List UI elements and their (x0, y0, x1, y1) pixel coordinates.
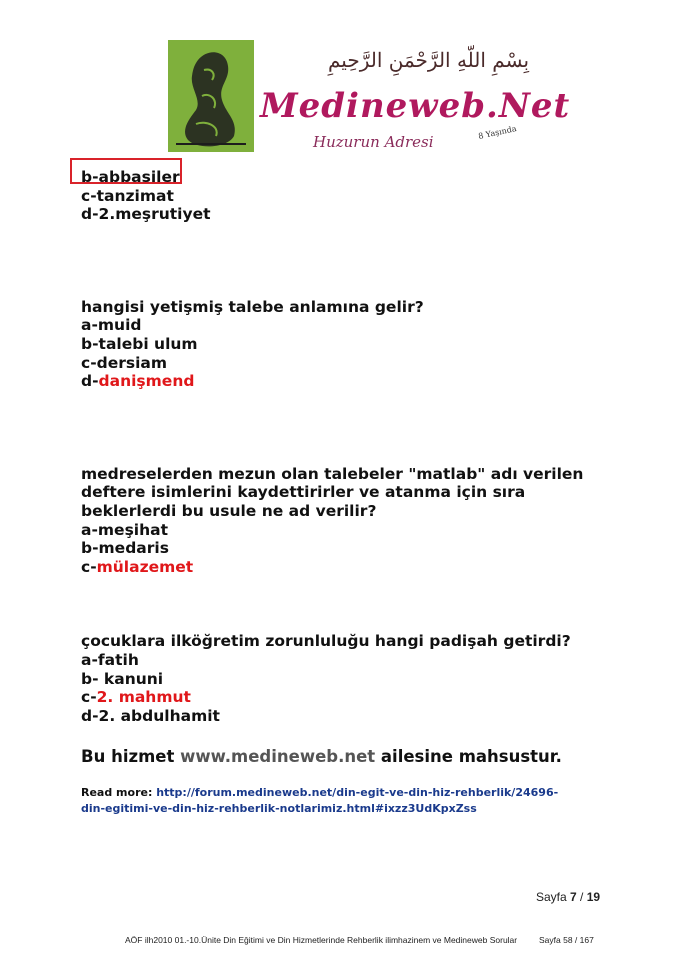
page-footer (125, 935, 605, 945)
correct-answer: 2. mahmut (96, 688, 191, 707)
q1-option-d: d-2.meşrutiyet (81, 205, 211, 224)
q1-option-c: c-tanzimat (81, 186, 174, 205)
calligraphy-logo (168, 40, 254, 152)
calligraphy-figure-icon (168, 40, 254, 152)
footer-page: Sayfa 58 / 167 (539, 935, 594, 945)
page-number: Sayfa 7 / 19 (536, 890, 601, 904)
read-more-link[interactable]: http://forum.medineweb.net/din-egit-ve-din-hiz-rehberlik/24696- (156, 785, 559, 799)
read-more (81, 785, 641, 817)
q3-option-c: c-mülazemet (81, 557, 194, 576)
document-body (81, 168, 641, 817)
q3-option-b: b-medaris (81, 539, 169, 558)
site-note: Bu hizmet www.medineweb.net ailesine mahsustur. (81, 747, 562, 767)
site-link[interactable]: www.medineweb.net (180, 747, 376, 767)
q1-option-b: b-abbasiler (81, 168, 180, 186)
correct-answer: mülazemet (96, 557, 194, 576)
brand-tagline: Huzurun Adresi (313, 133, 434, 151)
read-more-link-cont[interactable]: din-egitimi-ve-din-hiz-rehberlik-notlarimiz.html#ixzz3UdKpxZss (81, 801, 477, 815)
read-more-label: Read more: (81, 785, 157, 799)
q3-option-a: a-meşihat (81, 520, 169, 539)
q3-question-line: medreselerden mezun olan talebeler "matlab" adı verilen (81, 464, 584, 483)
q4-option-d: d-2. abdulhamit (81, 706, 220, 725)
q2-question: hangisi yetişmiş talebe anlamına gelir? (81, 297, 424, 316)
q2-option-a: a-muid (81, 316, 142, 335)
site-header (168, 40, 571, 154)
q4-option-b: b- kanuni (81, 669, 164, 688)
q3-question-line: beklerlerdi bu usule ne ad verilir? (81, 501, 377, 520)
q3-question-line: deftere isimlerini kaydettirirler ve atanma için sıra (81, 483, 526, 502)
bismillah-text: بِسْمِ اللّهِ الرَّحْمَنِ الرَّحِيمِ (328, 48, 530, 72)
correct-answer: danişmend (98, 372, 195, 391)
footer-text: AÖF ilh2010 01.-10.Ünite Din Eğitimi ve Din Hizmetlerinde Rehberlik ilimhazinem ve Medineweb Sorular (125, 935, 518, 945)
q2-option-b: b-talebi ulum (81, 334, 198, 353)
brand-name: Medineweb.Net (260, 86, 571, 126)
q4-question: çocuklara ilköğretim zorunluluğu hangi padişah getirdi? (81, 632, 571, 651)
age-badge: 8 Yaşında (477, 124, 518, 141)
q4-option-c: c-2. mahmut (81, 688, 191, 707)
q2-option-c: c-dersiam (81, 353, 168, 372)
q4-option-a: a-fatih (81, 650, 139, 669)
q2-option-d: d-danişmend (81, 372, 195, 391)
